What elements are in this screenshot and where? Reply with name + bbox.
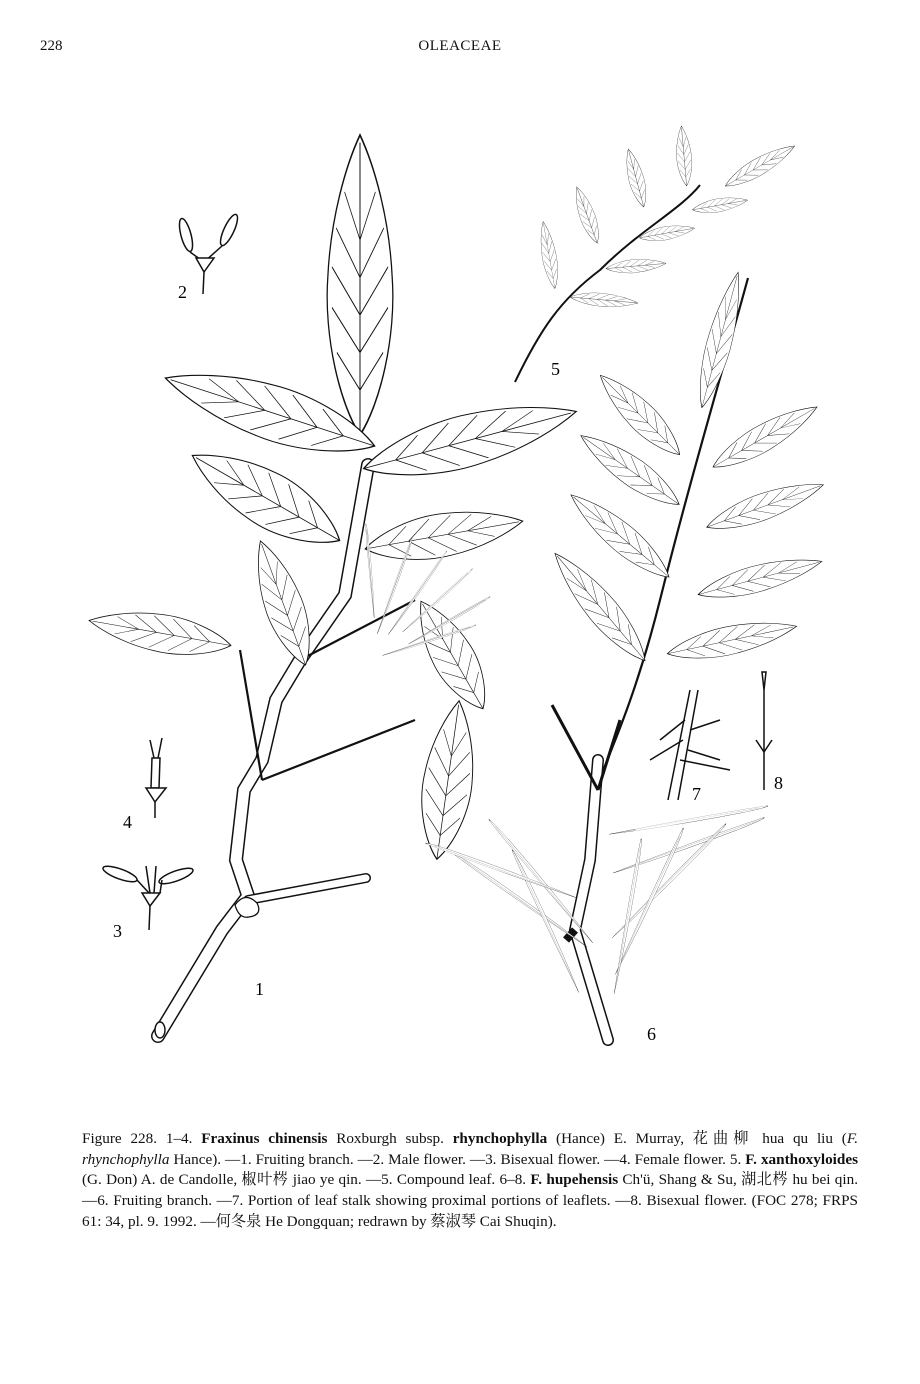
caption-synonym: F. rhynchophylla bbox=[82, 1130, 858, 1168]
figure-caption bbox=[82, 1129, 858, 1232]
caption-taxon: F. hupehensis bbox=[530, 1171, 619, 1189]
bisexual-flower-8-drawing bbox=[756, 672, 772, 790]
figure-label-3: 3 bbox=[113, 921, 122, 941]
figure-label-8: 8 bbox=[774, 773, 783, 793]
fruiting-branch-6 bbox=[425, 269, 827, 1040]
leaf-stalk-drawing bbox=[650, 690, 730, 800]
caption-taxon: rhynchophylla bbox=[452, 1130, 548, 1148]
figure-label-7: 7 bbox=[692, 784, 701, 804]
figure-label-6: 6 bbox=[647, 1024, 656, 1044]
page-number: 228 bbox=[40, 38, 63, 54]
figure-label-4: 4 bbox=[123, 812, 132, 832]
caption-part: Ch'ü, Shang & Su, 湖北梣 hu bei qin. —6. Fruiting branch. —7. Portion of leaf stalk showing proximal portions of leaflets. —8. Bisexual flower. (FOC 278; FRPS 61: 34, pl. 9. 1992. —何冬泉 He Dongquan; redrawn by 蔡淑琴 Cai Shuqin). bbox=[82, 1171, 858, 1230]
caption-part: (Hance) E. Murray, 花曲柳 hua qu liu ( bbox=[547, 1130, 847, 1148]
bisexual-flower-drawing bbox=[101, 863, 194, 930]
caption-part: Figure 228. 1–4. bbox=[82, 1130, 202, 1148]
compound-leaf-5 bbox=[515, 125, 799, 382]
caption-part: Hance). —1. Fruiting branch. —2. Male flower. —3. Bisexual flower. —4. Female flower. 5. bbox=[169, 1150, 746, 1168]
caption-taxon: F. xanthoxyloides bbox=[745, 1150, 858, 1168]
female-flower-drawing bbox=[146, 738, 166, 818]
caption-taxon: Fraxinus chinensis bbox=[201, 1130, 328, 1148]
figure-label-1: 1 bbox=[255, 979, 264, 999]
caption-part: Roxburgh subsp. bbox=[327, 1130, 453, 1148]
running-head: OLEACEAE bbox=[418, 38, 502, 54]
caption-part: (G. Don) A. de Candolle, 椒叶梣 jiao ye qin. —5. Compound leaf. 6–8. bbox=[82, 1171, 531, 1189]
fruiting-branch-1 bbox=[86, 135, 583, 1038]
figure-label-5: 5 bbox=[551, 359, 560, 379]
figure-label-2: 2 bbox=[178, 282, 187, 302]
